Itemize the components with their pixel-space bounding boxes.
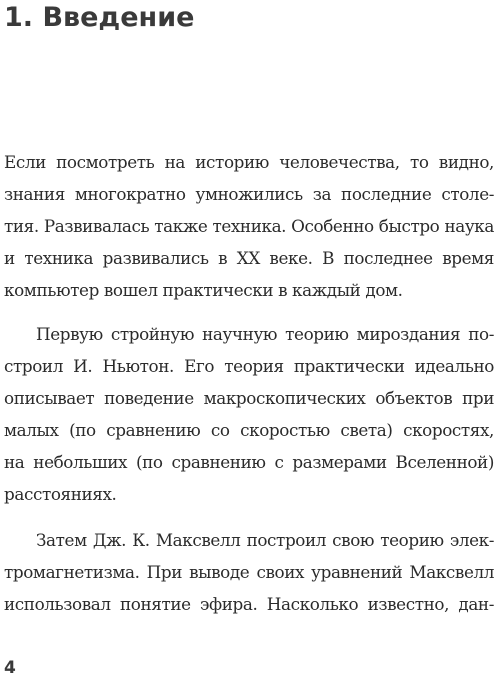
text-line: малых (по сравнению со скоростью света) скоростях, [4, 420, 494, 440]
text-line: описывает поведение макроскопических объектов при [4, 388, 494, 408]
text-line: тромагнетизма. При выводе своих уравнений Максвелл [4, 562, 494, 582]
text-line: тия. Развивалась также техника. Особенно быстро наука [4, 216, 494, 236]
text-line: компьютер вошел практически в каждый дом. [4, 280, 403, 300]
text-line: Затем Дж. К. Максвелл построил свою теорию элек- [36, 530, 494, 550]
text-line: знания многократно умножились за последние столе- [4, 184, 494, 204]
paragraph-2 [4, 318, 494, 510]
text-line: расстояниях. [4, 484, 117, 504]
paragraph-1 [4, 146, 494, 306]
page-number: 4 [4, 658, 16, 678]
text-line: на небольших (по сравнению с размерами Вселенной) [4, 452, 494, 472]
text-line: Первую стройную научную теорию мироздания по- [36, 324, 494, 344]
paragraph-3 [4, 524, 494, 620]
chapter-heading: 1. Введение [4, 2, 195, 33]
text-line: Если посмотреть на историю человечества, то видно, [4, 152, 494, 172]
text-line: строил И. Ньютон. Его теория практически идеально [4, 356, 494, 376]
text-line: использовал понятие эфира. Насколько известно, дан- [4, 594, 494, 614]
text-line: и техника развивались в XX веке. В последнее время [4, 248, 494, 268]
